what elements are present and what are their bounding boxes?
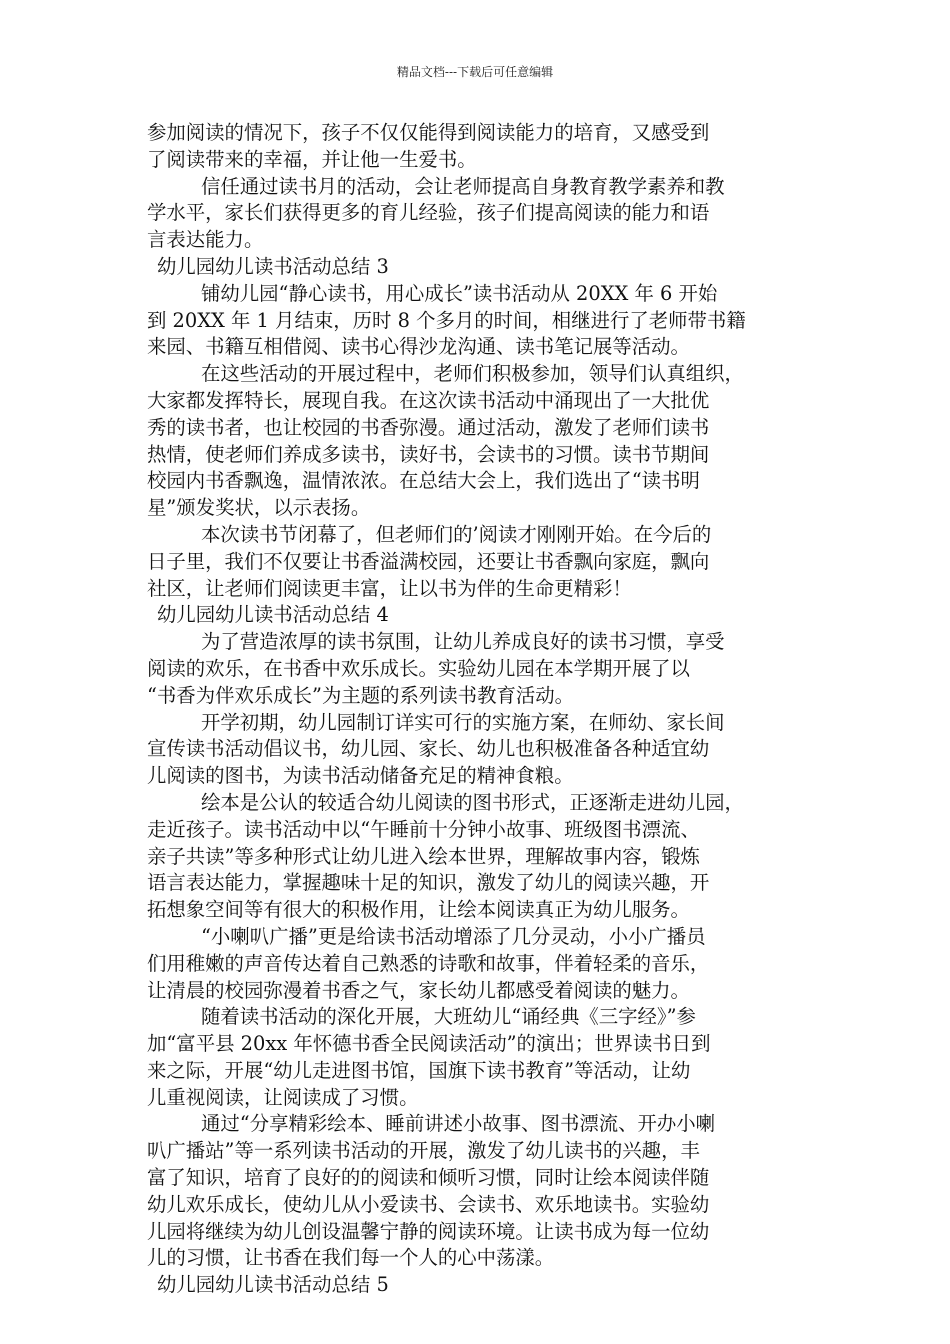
text-line: 言表达能力。 bbox=[147, 228, 264, 252]
text-line: 铺幼儿园“静心读书，用心成长”读书活动从 20XX 年 6 开始 bbox=[201, 281, 718, 305]
text-line: 们用稚嫩的声音传达着自己熟悉的诗歌和故事，伴着轻柔的音乐， bbox=[147, 951, 710, 975]
section-heading: 幼儿园幼儿读书活动总结 4 bbox=[157, 603, 389, 627]
text-line: 参加阅读的情况下，孩子不仅仅能得到阅读能力的培育，又感受到 bbox=[147, 121, 710, 144]
text-line: 绘本是公认的较适合幼儿阅读的图书形式，正逐渐走进幼儿园， bbox=[201, 790, 744, 814]
text-line: 儿重视阅读，让阅读成了习惯。 bbox=[147, 1085, 419, 1109]
text-line: 让清晨的校园弥漫着书香之气，家长幼儿都感受着阅读的魅力。 bbox=[147, 978, 690, 1002]
text-line: 通过“分享精彩绘本、睡前讲述小故事、图书漂流、开办小喇 bbox=[201, 1112, 716, 1136]
text-line: 阅读的欢乐，在书香中欢乐成长。实验幼儿园在本学期开展了以 bbox=[147, 656, 690, 680]
text-line: 拓想象空间等有很大的积极作用，让绘本阅读真正为幼儿服务。 bbox=[147, 898, 690, 922]
document-body bbox=[147, 120, 813, 1299]
text-line: 随着读书活动的深化开展，大班幼儿“诵经典《三字经》”参 bbox=[201, 1005, 696, 1029]
text-line: “书香为伴欢乐成长”为主题的系列读书教育活动。 bbox=[147, 683, 575, 707]
text-line: 为了营造浓厚的读书氛围，让幼儿养成良好的读书习惯，享受 bbox=[201, 630, 725, 654]
text-line: 来之际，开展“幼儿走进图书馆，国旗下读书教育”等活动，让幼 bbox=[147, 1058, 691, 1082]
text-line: 了阅读带来的幸福，并让他一生爱书。 bbox=[147, 147, 477, 171]
text-line: 秀的读书者，也让校园的书香弥漫。通过活动，激发了老师们读书 bbox=[147, 415, 710, 439]
text-line: 儿阅读的图书，为读书活动储备充足的精神食粮。 bbox=[147, 764, 574, 788]
text-line: 日子里，我们不仅要让书香溢满校园，还要让书香飘向家庭，飘向 bbox=[147, 549, 710, 573]
text-line: 校园内书香飘逸，温情浓浓。在总结大会上，我们选出了“读书明 bbox=[147, 469, 700, 493]
section-heading: 幼儿园幼儿读书活动总结 3 bbox=[157, 254, 389, 278]
text-line: 幼儿欢乐成长，使幼儿从小爱读书、会读书、欢乐地读书。实验幼 bbox=[147, 1192, 710, 1216]
text-line: 热情，使老师们养成多读书，读好书，会读书的习惯。读书节期间 bbox=[147, 442, 710, 466]
text-line: 开学初期，幼儿园制订详实可行的实施方案，在师幼、家长间 bbox=[201, 710, 725, 734]
text-line: 语言表达能力，掌握趣味十足的知识，激发了幼儿的阅读兴趣，开 bbox=[147, 871, 710, 895]
text-line: 加“富平县 20xx 年怀德书香全民阅读活动”的演出；世界读书日到 bbox=[147, 1032, 711, 1056]
text-line: 富了知识，培育了良好的的阅读和倾听习惯，同时让绘本阅读伴随 bbox=[147, 1166, 710, 1190]
text-line: 儿园将继续为幼儿创设温馨宁静的阅读环境。让读书成为每一位幼 bbox=[147, 1219, 710, 1243]
text-line: “小喇叭广播”更是给读书活动增添了几分灵动，小小广播员 bbox=[201, 924, 706, 948]
text-line: 儿的习惯，让书香在我们每一个人的心中荡漾。 bbox=[147, 1246, 555, 1270]
text-line: 社区，让老师们阅读更丰富，让以书为伴的生命更精彩！ bbox=[147, 576, 632, 600]
text-line: 走近孩子。读书活动中以“午睡前十分钟小故事、班级图书漂流、 bbox=[147, 817, 700, 841]
text-line: 信任通过读书月的活动，会让老师提高自身教育教学素养和教 bbox=[201, 174, 725, 198]
text-line: 亲子共读”等多种形式让幼儿进入绘本世界，理解故事内容，锻炼 bbox=[147, 844, 700, 868]
text-line: 叭广播站”等一系列读书活动的开展，激发了幼儿读书的兴趣，丰 bbox=[147, 1139, 700, 1163]
text-line: 本次读书节闭幕了，但老师们的’阅读才刚刚开始。在今后的 bbox=[201, 522, 712, 546]
text-line: 学水平，家长们获得更多的育儿经验，孩子们提高阅读的能力和语 bbox=[147, 201, 710, 225]
text-line: 到 20XX 年 1 月结束，历时 8 个多月的时间，相继进行了老师带书籍 bbox=[147, 308, 746, 332]
text-line: 来园、书籍互相借阅、读书心得沙龙沟通、读书笔记展等活动。 bbox=[147, 335, 690, 359]
page-header: 精品文档---下载后可任意编辑 bbox=[396, 65, 554, 79]
text-line: 在这些活动的开展过程中，老师们积极参加，领导们认真组织， bbox=[201, 362, 744, 386]
section-heading: 幼儿园幼儿读书活动总结 5 bbox=[157, 1273, 389, 1297]
text-line: 星”颁发奖状，以示表扬。 bbox=[147, 496, 371, 520]
text-line: 宣传读书活动倡议书，幼儿园、家长、幼儿也积极准备各种适宜幼 bbox=[147, 737, 710, 761]
text-line: 大家都发挥特长，展现自我。在这次读书活动中涌现出了一大批优 bbox=[147, 388, 710, 412]
